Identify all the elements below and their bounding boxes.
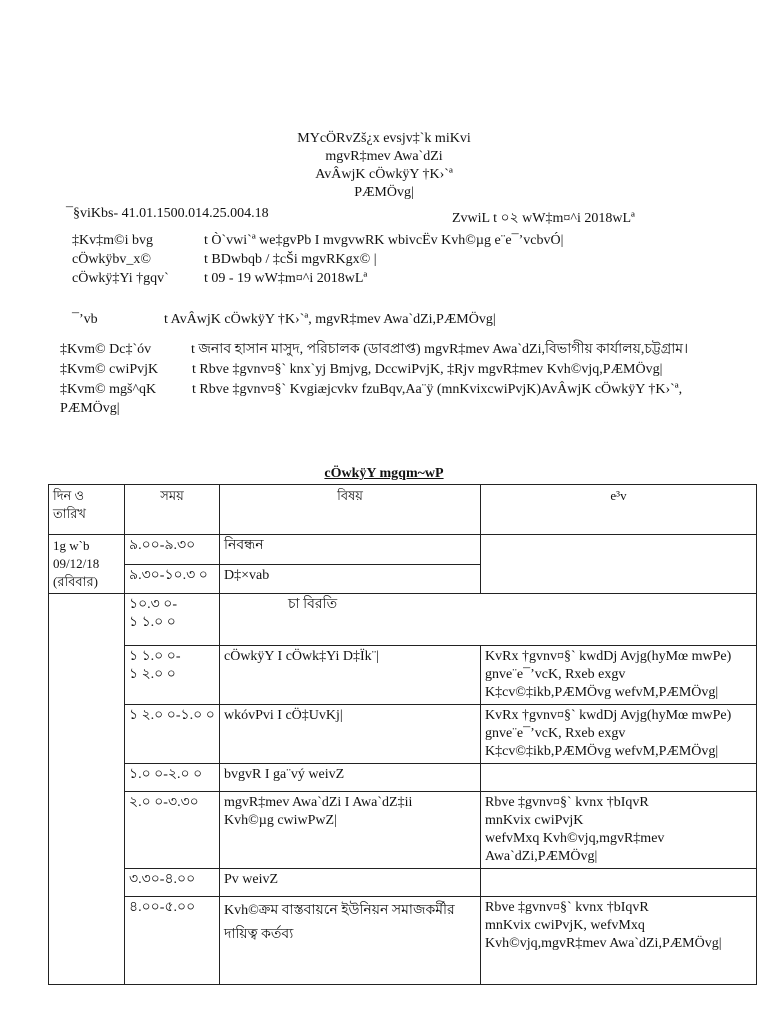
time-cell: ৪.০০-৫.০০ — [125, 897, 220, 985]
speaker-line: Rbve ‡gvnv¤§` kvnx †bIqvR — [485, 795, 649, 810]
topic-line: Kvh©ক্রম বাস্তবায়নে ইউনিয়ন সমাজকর্মীর — [224, 903, 455, 918]
speaker-cell — [481, 897, 757, 985]
topic-cell: wkóvPvi I cÖ‡UvKj| — [220, 705, 481, 764]
venue-label: ¯’vb — [72, 312, 98, 327]
speaker-cell — [481, 792, 757, 869]
coordinator-value: t Rbve ‡gvnv¤§` Kvgiæjcvkv fzuBqv,Aa¨ÿ (mnKvixcwiPvjK)AvÂwjK cÖwkÿY †K›`ª, — [192, 382, 683, 397]
time-start: ১ ১.০ ০- — [129, 649, 181, 664]
speaker-line: gnve¨e¯’vcK, Rxeb exgv — [485, 667, 626, 682]
header-day: দিন ও — [53, 488, 85, 503]
venue-value: t AvÂwjK cÖwkÿY †K›`ª, mgvR‡mev Awa`dZi,PÆMÖvg| — [164, 312, 496, 327]
time-cell: ৯.৩০-১০.৩ ০ — [125, 564, 220, 594]
participants-label: cÖwkÿbv_x© — [72, 252, 152, 267]
speaker-cell — [481, 705, 757, 764]
header-time: সময় — [125, 485, 220, 535]
topic-cell: bvgvR I ga¨vý weivZ — [220, 764, 481, 792]
header-day-date — [49, 485, 125, 535]
table-row — [49, 705, 757, 764]
table-row — [49, 869, 757, 897]
speaker-line: mnKvix cwiPvjK — [485, 813, 584, 828]
topic-line: দায়িত্ব কর্তব্য — [224, 927, 294, 942]
director-label: ‡Kvm© cwiPvjK — [60, 362, 159, 377]
table-row — [49, 646, 757, 705]
time-cell — [125, 646, 220, 705]
day-cell — [49, 535, 125, 594]
table-row — [49, 764, 757, 792]
speaker-cell — [481, 764, 757, 792]
info-coordinator — [60, 382, 682, 398]
time-cell: ৯.০০-৯.৩০ — [125, 535, 220, 565]
header-department: mgvR‡mev Awa`dZi — [325, 149, 443, 164]
header-speaker: e³v — [481, 485, 757, 535]
topic-cell: D‡×vab — [220, 564, 481, 594]
memo-date: ZvwiL t ০২ wW‡m¤^i 2018wLª — [452, 211, 635, 226]
info-director — [60, 362, 662, 378]
coordinator-value-continued: PÆMÖvg| — [60, 401, 120, 416]
topic-cell — [220, 792, 481, 869]
topic-line: Kvh©µg cwiwPwZ| — [224, 813, 337, 828]
day-cell-empty — [49, 594, 125, 985]
topic-line: mgvR‡mev Awa`dZi I Awa`dZ‡ii — [224, 795, 413, 810]
time-cell: ১ ২.০ ০-১.০ ০ — [125, 705, 220, 764]
participants-value: t BDwbqb / ‡cŠi mgvRKgx© | — [204, 252, 377, 267]
header-government: MYcÖRvZš¿x evsjv‡`k miKvi — [297, 131, 471, 146]
table-header-row — [49, 485, 757, 535]
table-row — [49, 792, 757, 869]
time-end: ১ ২.০ ০ — [129, 667, 176, 682]
table-row — [49, 897, 757, 985]
course-value: t Ò`vwi`ª we‡gvPb I mvgvwRK wbivcËv Kvh©µg e¨e¯’vcbvÓ| — [204, 233, 564, 248]
speaker-line: wefvMxq Kvh©vjq,mgvR‡mev — [485, 831, 665, 846]
schedule-table — [48, 484, 757, 985]
day-date: 09/12/18 — [53, 556, 100, 571]
speaker-line: Kvh©vjq,mgvR‡mev Awa`dZi,PÆMÖvg| — [485, 936, 722, 951]
info-participants — [72, 252, 377, 268]
header-city: PÆMÖvg| — [354, 185, 414, 200]
speaker-cell — [481, 646, 757, 705]
letterhead — [0, 130, 768, 202]
schedule-title: cÖwkÿY mgqm~wP — [324, 466, 444, 481]
speaker-line: Awa`dZi,PÆMÖvg| — [485, 849, 598, 864]
info-advisor — [60, 337, 688, 361]
table-row — [49, 535, 757, 565]
tea-break-cell: চা বিরতি — [220, 594, 757, 646]
day-label: 1g w`b — [53, 538, 90, 553]
speaker-line: gnve¨e¯’vcK, Rxeb exgv — [485, 726, 626, 741]
coordinator-label: ‡Kvm© mgš^qK — [60, 382, 157, 397]
speaker-cell — [481, 869, 757, 897]
speaker-line: Rbve ‡gvnv¤§` kvnx †bIqvR — [485, 900, 649, 915]
table-row — [49, 594, 757, 646]
topic-cell: নিবন্ধন — [220, 535, 481, 565]
time-cell — [125, 594, 220, 646]
header-date: তারিখ — [53, 506, 86, 521]
day-weekday: (রবিবার) — [53, 574, 98, 589]
info-venue — [72, 312, 496, 328]
speaker-line: K‡cv©‡ikb,PÆMÖvg wefvM,PÆMÖvg| — [485, 744, 719, 759]
advisor-value: t জনাব হাসান মাসুদ, পরিচালক (ডাবপ্রাপ্ত) mgvR‡mev Awa`dZi,বিভাগীয় কার্যালয়,চট্টগ্রাম। — [191, 342, 689, 357]
topic-cell: cÖwkÿY I cÖwk‡Yi D‡Ïk¨| — [220, 646, 481, 705]
time-end: ১ ১.০ ০ — [129, 615, 176, 630]
time-cell: ১.০ ০-২.০ ০ — [125, 764, 220, 792]
speaker-line: KvRx †gvnv¤§` kwdDj Avjg(hyMœ mwPe) — [485, 708, 732, 723]
topic-cell: Pv weivZ — [220, 869, 481, 897]
time-cell: ২.০ ০-৩.৩০ — [125, 792, 220, 869]
header-topic: বিষয় — [220, 485, 481, 535]
info-period — [72, 271, 367, 287]
course-label: ‡Kv‡m©i bvg — [72, 233, 154, 248]
time-cell: ৩.৩০-৪.০০ — [125, 869, 220, 897]
info-course — [72, 233, 563, 249]
speaker-cell — [481, 535, 757, 594]
speaker-line: K‡cv©‡ikb,PÆMÖvg wefvM,PÆMÖvg| — [485, 685, 719, 700]
director-value: t Rbve ‡gvnv¤§` knx`yj Bmjvg, DccwiPvjK, ‡Rjv mgvR‡mev Kvh©vjq,PÆMÖvg| — [192, 362, 663, 377]
speaker-line: mnKvix cwiPvjK, wefvMxq — [485, 918, 645, 933]
advisor-label: ‡Kvm© Dc‡`óv — [60, 342, 152, 357]
header-training-center: AvÂwjK cÖwkÿY †K›`ª — [315, 167, 453, 182]
period-label: cÖwkÿ‡Yi †gqv` — [72, 271, 169, 286]
memo-number: ¯§viKbs- 41.01.1500.014.25.004.18 — [66, 206, 269, 221]
topic-cell — [220, 897, 481, 985]
speaker-line: KvRx †gvnv¤§` kwdDj Avjg(hyMœ mwPe) — [485, 649, 732, 664]
period-value: t 09 - 19 wW‡m¤^i 2018wLª — [204, 271, 368, 286]
time-start: ১০.৩ ০- — [129, 597, 178, 612]
